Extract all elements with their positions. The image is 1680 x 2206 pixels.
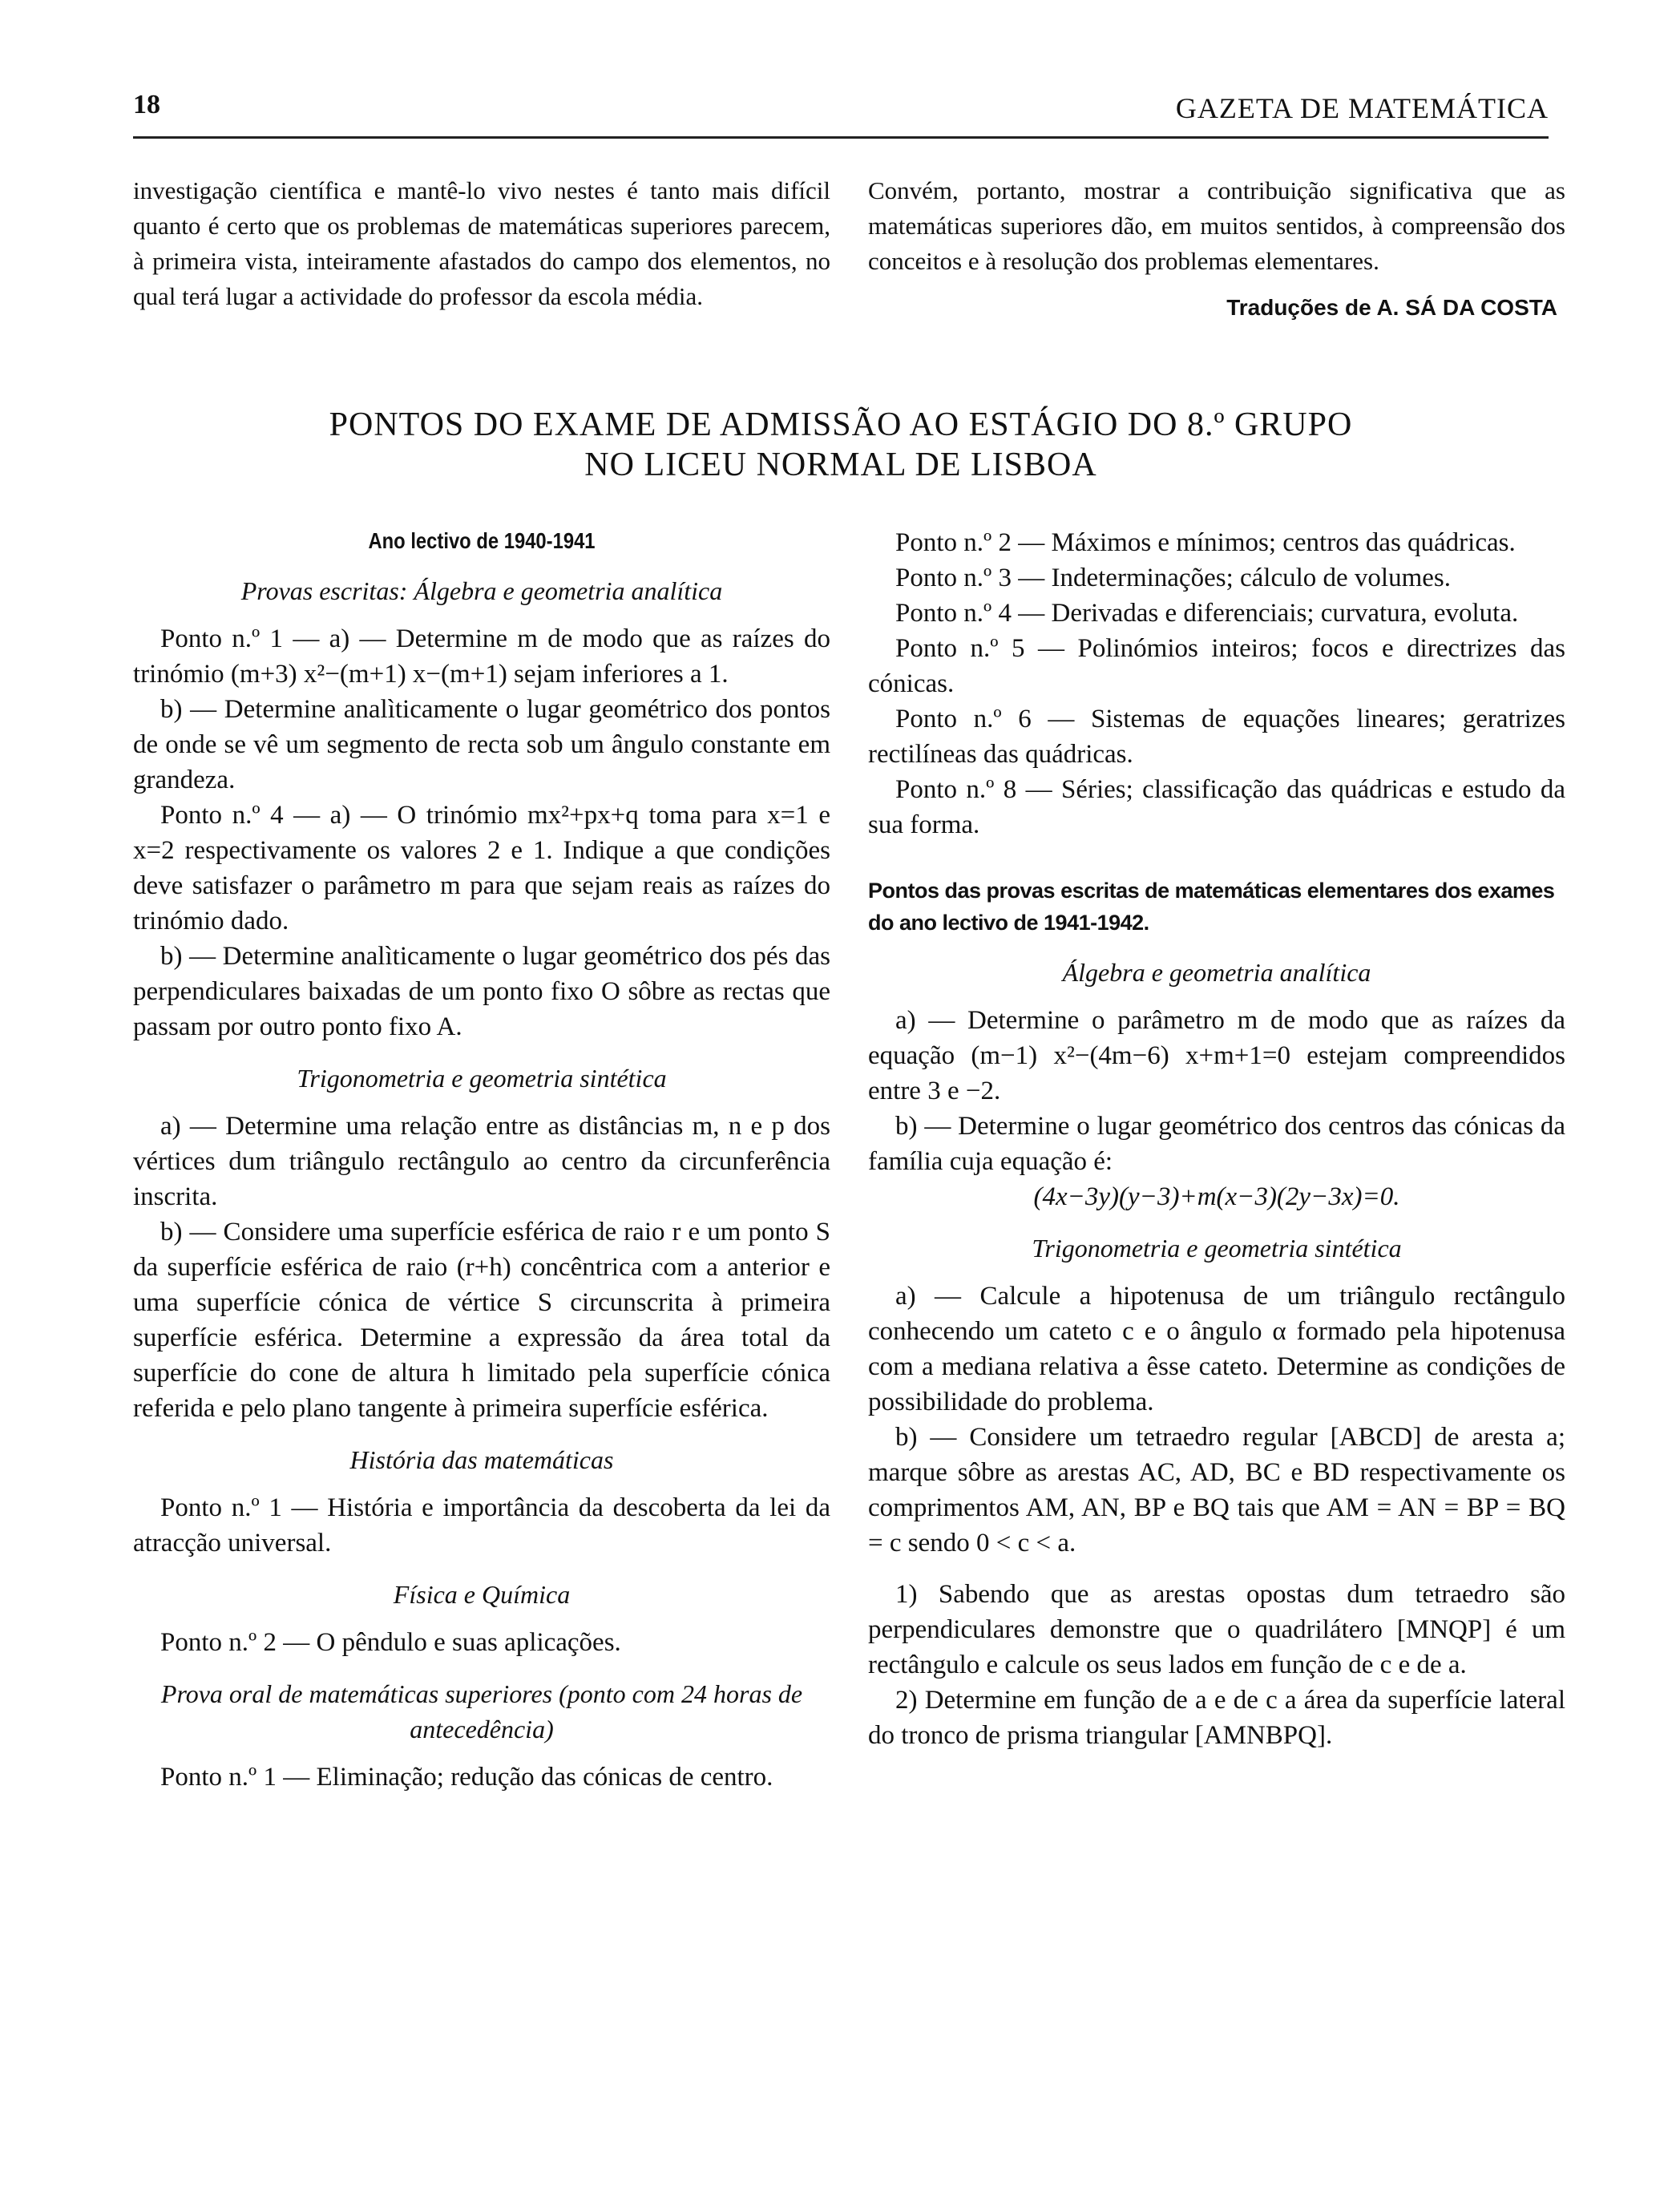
page-number: 18 [133, 90, 160, 119]
section-title: História das matemáticas [349, 1445, 614, 1474]
section-title: Trigonometria e geometria sintética [297, 1064, 667, 1093]
exam-question: b) — Determine analìticamente o lugar geométrico dos pontos de onde se vê um segmento de recta sob um ângulo constante em grandeza. [133, 695, 830, 794]
translator-signature: Traduções de A. SÁ DA COSTA [1226, 295, 1557, 320]
exam-question: b) — Determine o lugar geométrico dos centros das cónicas da família cuja equação é: [868, 1112, 1565, 1176]
article-title [133, 405, 1549, 485]
exam-question: Ponto n.º 2 — O pêndulo e suas aplicações. [160, 1628, 621, 1657]
oral-exam-item: Ponto n.º 2 — Máximos e mínimos; centros das quádricas. [895, 528, 1516, 557]
top-right-continuation [868, 173, 1565, 325]
section-title: Provas escritas: Álgebra e geometria analítica [240, 576, 723, 605]
exam-subquestion: 1) Sabendo que as arestas opostas dum tetraedro são perpendiculares demonstre que o quadrilátero [MNQP] é um rectângulo e calcule os seus lados em função de c e de a. [868, 1580, 1565, 1679]
section-title: Trigonometria e geometria sintética [1032, 1234, 1402, 1263]
journal-title: GAZETA DE MATEMÁTICA [1175, 92, 1549, 124]
year-heading-1941: Pontos das provas escritas de matemáticas elementares dos exames do ano lectivo de 1941-1942. [868, 879, 1555, 935]
exam-question: b) — Considere uma superfície esférica de raio r e um ponto S da superfície esférica de raio (r+h) concêntrica com a anterior e uma superfície cónica de vértice S circunscrita à primeira superfície esférica. Determine a expressão da área total da superfície do cone de altura h limitado pela superfície cónica referida e pelo plano tangente à primeira superfície esférica. [133, 1218, 830, 1423]
header-rule [133, 136, 1549, 139]
oral-exam-item: Ponto n.º 4 — Derivadas e diferenciais; curvatura, evoluta. [895, 599, 1519, 628]
article-title-line-1: PONTOS DO EXAME DE ADMISSÃO AO ESTÁGIO DO 8.º GRUPO [329, 406, 1353, 443]
oral-exam-item: Ponto n.º 8 — Séries; classificação das quádricas e estudo da sua forma. [868, 775, 1565, 839]
equation: (4x−3y)(y−3)+m(x−3)(2y−3x)=0. [1033, 1182, 1400, 1211]
year-heading: Ano lectivo de 1940-1941 [368, 528, 596, 553]
spacer [868, 1561, 1565, 1577]
right-column [868, 525, 1565, 1753]
page-header [133, 87, 1549, 136]
section-title: Prova oral de matemáticas superiores (ponto com 24 horas de antecedência) [160, 1679, 803, 1743]
exam-question: a) — Determine o parâmetro m de modo que as raízes da equação (m−1) x²−(4m−6) x+m+1=0 estejam compreendidos entre 3 e −2. [868, 1006, 1565, 1105]
oral-exam-item: Ponto n.º 6 — Sistemas de equações lineares; geratrizes rectilíneas das quádricas. [868, 705, 1565, 769]
exam-question: a) — Determine uma relação entre as distâncias m, n e p dos vértices dum triângulo rectângulo ao centro da circunferência inscrita. [133, 1112, 830, 1211]
left-column [133, 525, 830, 1795]
top-left-continuation [133, 173, 830, 314]
oral-exam-item: Ponto n.º 5 — Polinómios inteiros; focos e directrizes das cónicas. [868, 634, 1565, 698]
exam-question: Ponto n.º 1 — a) — Determine m de modo que as raízes do trinómio (m+3) x²−(m+1) x−(m+1) sejam inferiores a 1. [133, 624, 830, 689]
continuation-paragraph: investigação científica e mantê-lo vivo nestes é tanto mais difícil quanto é certo que os problemas de matemáticas superiores parecem, à primeira vista, inteiramente afastados do campo dos elementos, no qual terá lugar a actividade do professor da escola média. [133, 176, 830, 310]
exam-subquestion: 2) Determine em função de a e de c a área da superfície lateral do tronco de prisma triangular [AMNBPQ]. [868, 1686, 1565, 1750]
continuation-paragraph: Convém, portanto, mostrar a contribuição significativa que as matemáticas superiores dão, em muitos sentidos, à compreensão dos conceitos e à resolução dos problemas elementares. [868, 176, 1565, 275]
article-title-line-2: NO LICEU NORMAL DE LISBOA [584, 446, 1097, 483]
exam-question: b) — Determine analìticamente o lugar geométrico dos pés das perpendiculares baixadas de um ponto fixo O sôbre as rectas que passam por outro ponto fixo A. [133, 942, 830, 1041]
spacer [868, 859, 1565, 875]
exam-question: Ponto n.º 1 — Eliminação; redução das cónicas de centro. [160, 1763, 773, 1792]
exam-question: Ponto n.º 1 — História e importância da descoberta da lei da atracção universal. [133, 1493, 830, 1558]
oral-exam-item: Ponto n.º 3 — Indeterminações; cálculo de volumes. [895, 564, 1451, 592]
exam-question: a) — Calcule a hipotenusa de um triângulo rectângulo conhecendo um cateto c e o ângulo α formado pela hipotenusa com a mediana relativa a êsse cateto. Determine as condições de possibilidade do problema. [868, 1282, 1565, 1416]
exam-question: b) — Considere um tetraedro regular [ABCD] de aresta a; marque sôbre as arestas AC, AD, BC e BD respectivamente os comprimentos AM, AN, BP e BQ tais que AM = AN = BP = BQ = c sendo 0 < c < a. [868, 1423, 1565, 1558]
section-title: Álgebra e geometria analítica [1062, 958, 1371, 987]
spacer [868, 842, 1565, 859]
section-title: Física e Química [393, 1580, 571, 1609]
exam-question: Ponto n.º 4 — a) — O trinómio mx²+px+q toma para x=1 e x=2 respectivamente os valores 2 e 1. Indique a que condições deve satisfazer o parâmetro m para que sejam reais as raízes do trinómio dado. [133, 801, 830, 935]
